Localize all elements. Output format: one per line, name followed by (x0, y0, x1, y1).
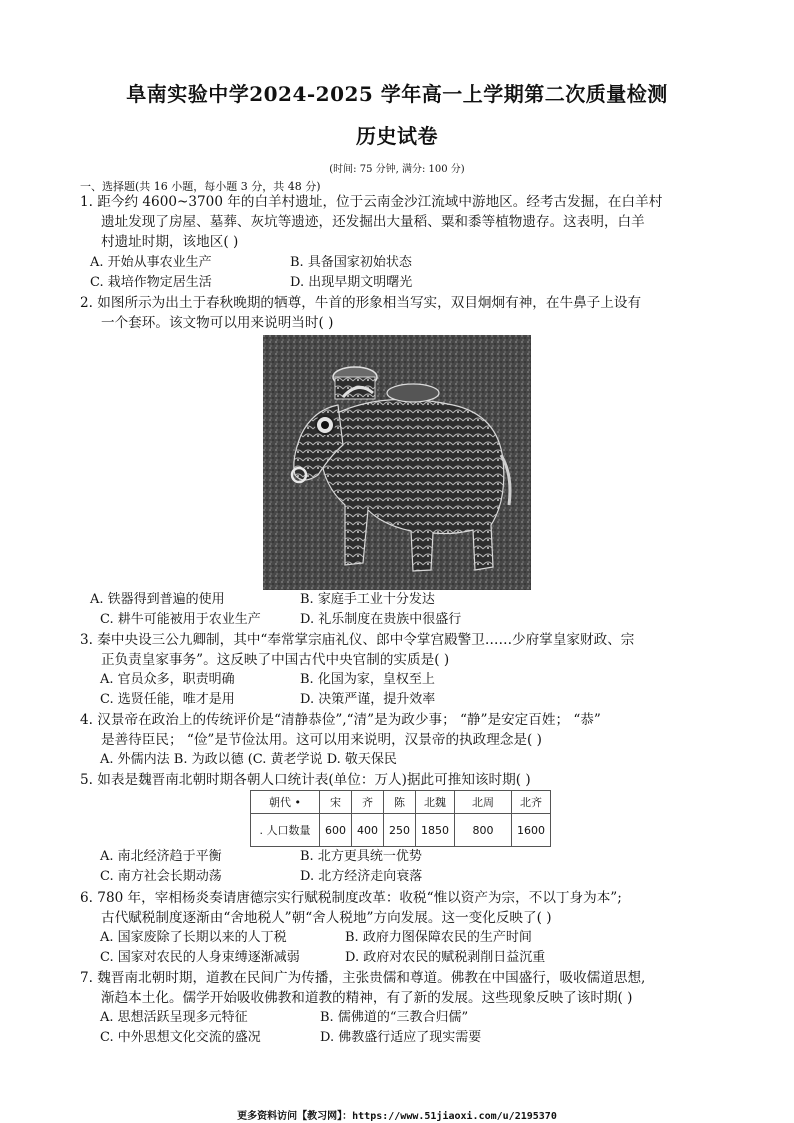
table-header-cell: 北周 (455, 791, 512, 814)
q5-option-c: C. 南方社会长期动荡 (100, 869, 222, 884)
table-header-cell: 齐 (352, 791, 384, 814)
q3-option-c: C. 选贤任能，唯才是用 (100, 692, 235, 707)
population-table (250, 790, 551, 847)
q1-line-3: 村遗址时期，该地区( ) (101, 234, 239, 250)
q3-option-d: D. 决策严谨，提升效率 (300, 692, 436, 707)
q6-option-b: B. 政府力图保障农民的生产时间 (345, 930, 532, 945)
q6-option-c: C. 国家对农民的人身束缚逐渐减弱 (100, 950, 300, 965)
q2-line-2: 一个套环。该文物可以用来说明当时( ) (101, 315, 334, 331)
q1-option-d: D. 出现早期文明曙光 (290, 275, 413, 290)
q3-line-1: 3. 秦中央设三公九卿制，其中“奉常掌宗庙礼仪、郎中令掌宫殿警卫……少府掌皇家财政、宗 (80, 632, 635, 648)
q4-line-1: 4. 汉景帝在政治上的传统评价是“清静恭俭”,“清”是为政少事； “静”是安定百姓； “恭” (80, 712, 601, 728)
q7-option-d: D. 佛教盛行适应了现实需要 (320, 1030, 482, 1045)
table-header-cell: 朝代 • (251, 791, 320, 814)
q5-option-d: D. 北方经济走向衰落 (300, 869, 423, 884)
table-cell: 1850 (416, 814, 455, 847)
table-header-cell: 陈 (384, 791, 416, 814)
table-cell: 800 (455, 814, 512, 847)
q2-option-d: D. 礼乐制度在贵族中很盛行 (300, 612, 462, 627)
q7-line-1: 7. 魏晋南北朝时期，道教在民间广为传播，主张贵儒和尊道。佛教在中国盛行，吸收儒道思想, (80, 970, 646, 986)
q1-line-1: 1. 距今约 4600~3700 年的白羊村遗址，位于云南金沙江流域中游地区。经考古发掘，在白羊村 (80, 194, 663, 210)
q7-option-a: A. 思想活跃呈现多元特征 (100, 1010, 248, 1025)
q7-option-c: C. 中外思想文化交流的盛况 (100, 1030, 261, 1045)
table-cell: 600 (320, 814, 352, 847)
exam-subject: 历史试卷 (356, 124, 438, 148)
q1-option-c: C. 栽培作物定居生活 (90, 275, 212, 290)
q7-line-2: 渐趋本土化。儒学开始吸收佛教和道教的精神，有了新的发展。这些现象反映了该时期( ) (101, 990, 633, 1006)
q5-line-1: 5. 如表是魏晋南北朝时期各朝人口统计表(单位：万人)据此可推知该时期( ) (80, 772, 531, 788)
q3-line-2: 正负责皇家事务”。这反映了中国古代中央官制的实质是( ) (101, 652, 450, 668)
q3-option-b: B. 化国为家，皇权至上 (300, 672, 435, 687)
q2-option-a: A. 铁器得到普遍的使用 (90, 592, 225, 607)
q1-line-2: 遗址发现了房屋、墓葬、灰坑等遗迹，还发掘出大量稻、粟和黍等植物遗存。这表明，白羊 (101, 214, 645, 230)
table-header-cell: 北魏 (416, 791, 455, 814)
q6-option-d: D. 政府对农民的赋税剥削日益沉重 (345, 950, 546, 965)
table-cell: 250 (384, 814, 416, 847)
q2-line-1: 2. 如图所示为出土于春秋晚期的牺尊，牛首的形象相当写实，双目炯炯有神，在牛鼻子上设有 (80, 295, 642, 311)
ox-zun-illustration (263, 335, 531, 590)
table-cell: 400 (352, 814, 384, 847)
exam-title: 阜南实验中学2024-2025 学年高一上学期第二次质量检测 (126, 82, 668, 106)
section-heading: 一、选择题(共 16 小题，每小题 3 分，共 48 分) (80, 180, 321, 193)
exam-meta: (时间: 75 分钟, 满分: 100 分) (329, 164, 465, 175)
table-header-row (251, 791, 551, 814)
q7-option-b: B. 儒佛道的“三教合归儒” (320, 1010, 469, 1025)
q4-options: A. 外儒内法 B. 为政以德 (C. 黄老学说 D. 敬天保民 (100, 752, 397, 767)
q6-line-2: 古代赋税制度逐渐由“舍地税人”朝“舍人税地”方向发展。这一变化反映了( ) (101, 910, 552, 926)
q2-option-b: B. 家庭手工业十分发达 (300, 592, 435, 607)
q6-line-1: 6. 780 年，宰相杨炎奏请唐德宗实行赋税制度改革：收税“惟以资产为宗，不以丁身为本”; (80, 890, 622, 906)
table-header-cell: 宋 (320, 791, 352, 814)
q6-option-a: A. 国家废除了长期以来的人丁税 (100, 930, 287, 945)
table-cell: 1600 (512, 814, 551, 847)
table-header-cell: 北齐 (512, 791, 551, 814)
table-row (251, 814, 551, 847)
resource-link-footer[interactable]: 更多资料访问【教习网】：https://www.51jiaoxi.com/u/2195370 (237, 1111, 557, 1122)
q1-option-a: A. 开始从事农业生产 (90, 255, 212, 270)
q1-option-b: B. 具备国家初始状态 (290, 255, 412, 270)
q2-option-c: C. 耕牛可能被用于农业生产 (100, 612, 261, 627)
ox-zun-bronze-image (263, 335, 531, 590)
table-cell: . 人口数量 (251, 814, 320, 847)
q3-option-a: A. 官员众多，职责明确 (100, 672, 235, 687)
q5-option-b: B. 北方更具统一优势 (300, 849, 422, 864)
q4-line-2: 是善待臣民； “俭”是节俭汰用。这可以用来说明，汉景帝的执政理念是( ) (101, 732, 542, 748)
q5-option-a: A. 南北经济趋于平衡 (100, 849, 222, 864)
